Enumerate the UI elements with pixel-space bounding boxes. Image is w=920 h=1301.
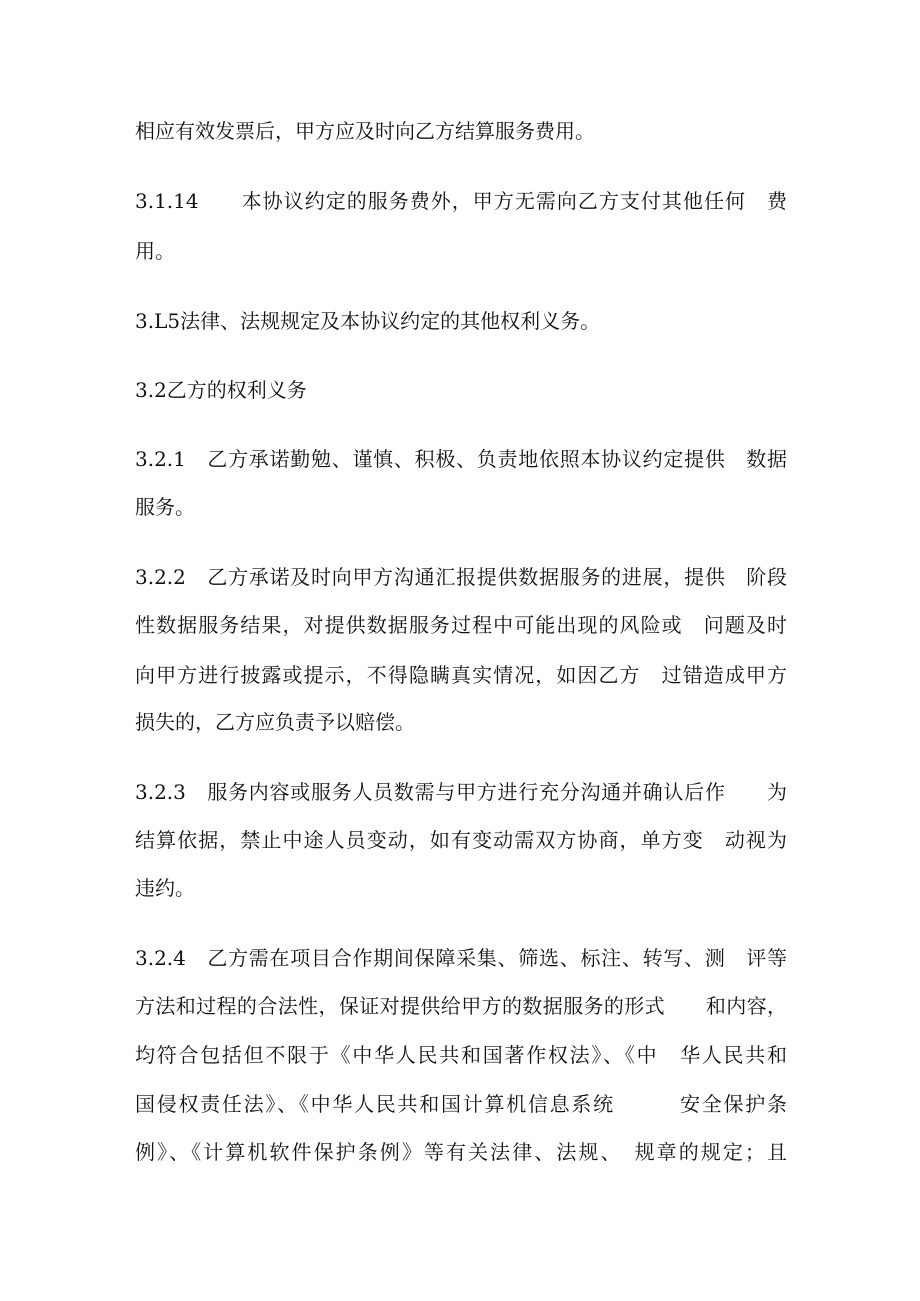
clause-3-2-4-line: 方法和过程的合法性，保证对提供给甲方的数据服务的形式 和内容， <box>135 994 787 1018</box>
section-heading-3-2: 3.2乙方的权利义务 <box>135 378 307 402</box>
clause-3-2-2-line: 损失的，乙方应负责予以赔偿。 <box>135 710 415 734</box>
clause-3-2-4-line: 例》、《计算机软件保护条例》等有关法律、法规、 规章的规定；且 <box>135 1140 787 1164</box>
clause-3-2-1-line: 3.2.1 乙方承诺勤勉、谨慎、积极、负责地依照本协议约定提供 数据 <box>135 447 787 471</box>
paragraph-line: 相应有效发票后，甲方应及时向乙方结算服务费用。 <box>135 119 595 143</box>
clause-3-2-3-line: 结算依据，禁止中途人员变动，如有变动需双方协商，单方变 动视为 <box>135 828 787 852</box>
clause-3-2-3-line: 3.2.3 服务内容或服务人员数需与甲方进行充分沟通并确认后作 为 <box>135 780 787 804</box>
clause-3-2-2-line: 3.2.2 乙方承诺及时向甲方沟通汇报提供数据服务的进展，提供 阶段 <box>135 565 787 589</box>
clause-3-2-4-line: 3.2.4 乙方需在项目合作期间保障采集、筛选、标注、转写、测 评等 <box>135 946 787 970</box>
clause-3-2-3-line: 违约。 <box>135 876 195 900</box>
clause-3-2-4-line: 国侵权责任法》、《中华人民共和国计算机信息系统 安全保护条 <box>135 1092 787 1116</box>
clause-3-2-2-line: 性数据服务结果，对提供数据服务过程中可能出现的风险或 问题及时 <box>135 613 787 637</box>
clause-3-2-4-line: 均符合包括但不限于《中华人民共和国著作权法》、《中 华人民共和 <box>135 1043 787 1067</box>
clause-3-2-2-line: 向甲方进行披露或提示，不得隐瞒真实情况，如因乙方 过错造成甲方 <box>135 663 787 687</box>
clause-3-2-1-line: 服务。 <box>135 495 195 519</box>
clause-3-1-15-line: 3.L5法律、法规规定及本协议约定的其他权利义务。 <box>135 309 601 333</box>
clause-3-1-14-line: 用。 <box>135 239 175 263</box>
clause-3-1-14-line: 3.1.14 本协议约定的服务费外，甲方无需向乙方支付其他任何 费 <box>135 189 787 213</box>
